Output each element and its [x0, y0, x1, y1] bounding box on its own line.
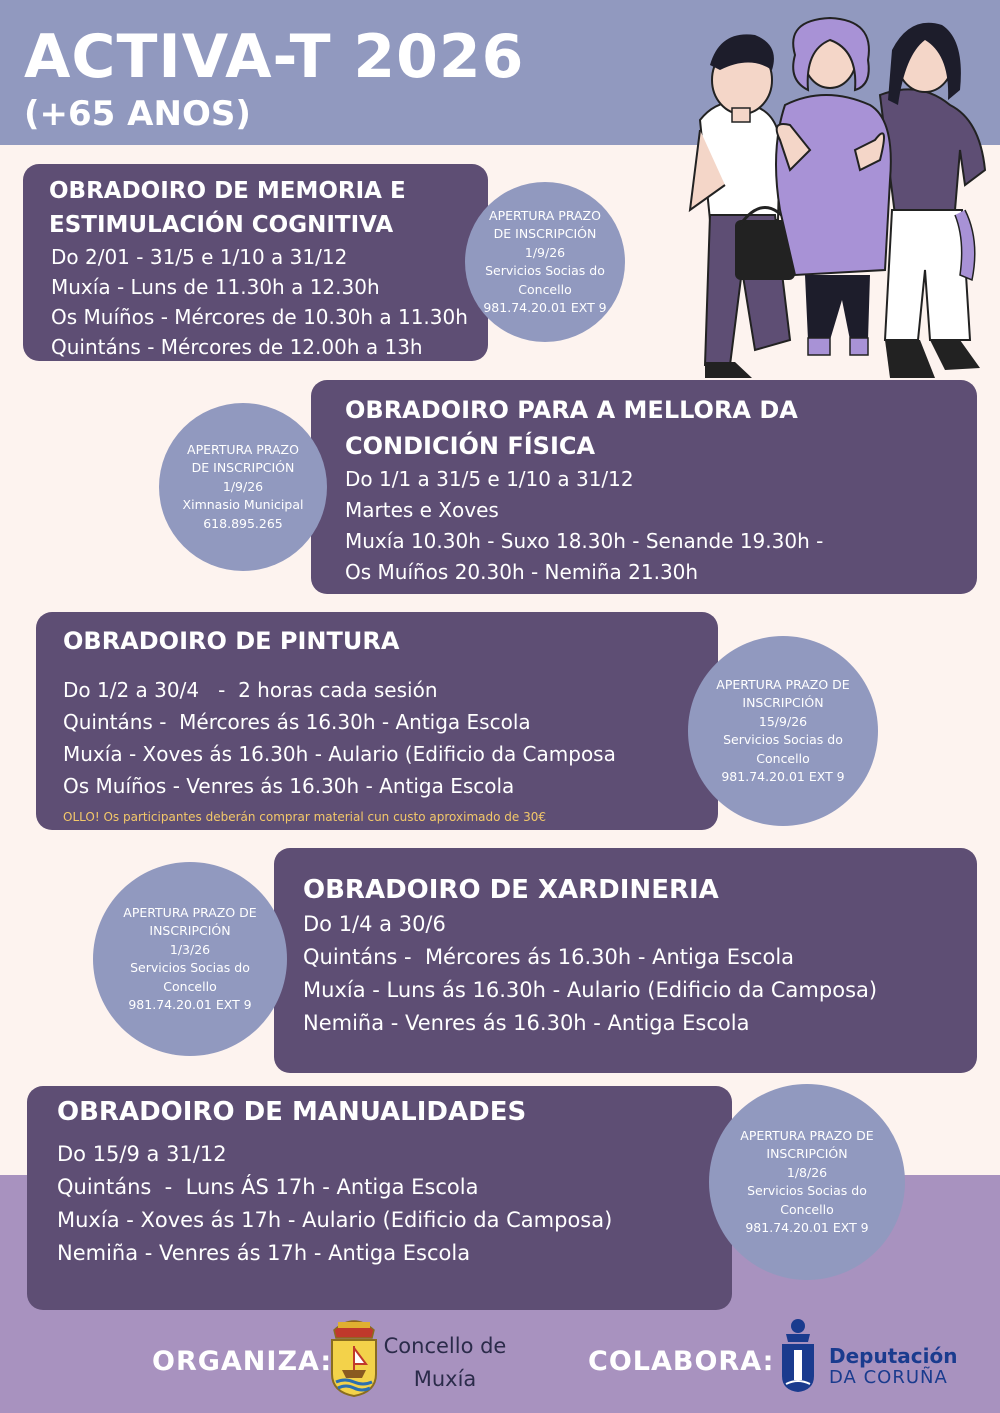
workshop-dates: Do 1/2 a 30/4 - 2 horas cada sesión [63, 678, 438, 702]
registration-circle-pintura: APERTURA PRAZO DE INSCRIPCIÓN 15/9/26 Servicios Socias do Concello 981.74.20.01 EXT 9 [688, 636, 878, 826]
registration-circle-xardineria: APERTURA PRAZO DE INSCRIPCIÓN 1/3/26 Servicios Socias do Concello 981.74.20.01 EXT 9 [93, 862, 287, 1056]
workshop-title: OBRADOIRO DE PINTURA [63, 627, 400, 655]
workshop-schedule-line: Quintáns - Mércores ás 16.30h - Antiga Escola [303, 945, 795, 969]
muxia-coat-of-arms [328, 1316, 380, 1398]
deputacion-lighthouse-logo [774, 1318, 822, 1394]
organiza-label: ORGANIZA: [152, 1346, 333, 1377]
workshop-schedule-line: Nemiña - Venres ás 17h - Antiga Escola [57, 1241, 471, 1265]
workshop-memoria-card [23, 164, 488, 361]
workshop-schedule-line: Os Muíños - Venres ás 16.30h - Antiga Escola [63, 774, 515, 798]
workshop-schedule-line: Quintáns - Mércores de 12.00h a 13h [51, 335, 423, 359]
organizer-name: Concello de Muxía [383, 1334, 507, 1391]
page-title: ACTIVA-T 2026 [24, 22, 525, 92]
workshop-pintura-card [36, 612, 718, 830]
workshop-schedule-line: Os Muíños - Mércores de 10.30h a 11.30h [51, 305, 468, 329]
workshop-title: OBRADOIRO PARA A MELLORA DA CONDICIÓN FÍSICA [345, 396, 798, 460]
workshop-schedule-line: Muxía - Luns ás 16.30h - Aulario (Edificio da Camposa) [303, 978, 878, 1002]
registration-circle-condicion-fisica: APERTURA PRAZO DE INSCRIPCIÓN 1/9/26 Ximnasio Municipal 618.895.265 [159, 403, 327, 571]
materials-note: OLLO! Os participantes deberán comprar material cun custo aproximado de 30€ [63, 810, 546, 824]
workshop-dates: Do 1/1 a 31/5 e 1/10 a 31/12 [345, 467, 634, 491]
workshop-dates: Do 1/4 a 30/6 [303, 912, 446, 936]
colabora-label: COLABORA: [588, 1346, 775, 1377]
workshop-schedule-line: Muxía - Xoves ás 16.30h - Aulario (Edificio da Camposa [63, 742, 616, 766]
collaborator-subname: DA CORUÑA [829, 1367, 948, 1388]
page-subtitle: (+65 ANOS) [24, 94, 251, 134]
workshop-schedule-line: Muxía - Xoves ás 17h - Aulario (Edificio da Camposa) [57, 1208, 613, 1232]
workshop-title: OBRADOIRO DE MANUALIDADES [57, 1097, 527, 1127]
workshop-schedule-line: Quintáns - Luns ÁS 17h - Antiga Escola [57, 1175, 479, 1199]
registration-circle-memoria: APERTURA PRAZO DE INSCRIPCIÓN 1/9/26 Servicios Socias do Concello 981.74.20.01 EXT 9 [465, 182, 625, 342]
workshop-schedule-line: Muxía 10.30h - Suxo 18.30h - Senande 19.30h - [345, 529, 824, 553]
workshop-schedule-line: Quintáns - Mércores ás 16.30h - Antiga Escola [63, 710, 531, 734]
workshop-condicion-fisica-card [311, 380, 977, 594]
workshop-dates: Do 15/9 a 31/12 [57, 1142, 227, 1166]
workshop-schedule-line: Nemiña - Venres ás 16.30h - Antiga Escola [303, 1011, 750, 1035]
workshop-title: OBRADOIRO DE XARDINERIA [303, 875, 719, 905]
registration-circle-manualidades: APERTURA PRAZO DE INSCRIPCIÓN 1/8/26 Servicios Socias do Concello 981.74.20.01 EXT 9 [709, 1084, 905, 1280]
workshop-schedule-line: Muxía - Luns de 11.30h a 12.30h [51, 275, 380, 299]
workshop-xardineria-card [274, 848, 977, 1073]
workshop-manualidades-card [27, 1086, 732, 1310]
workshop-schedule-line: Os Muíños 20.30h - Nemiña 21.30h [345, 560, 699, 584]
collaborator-name: Deputación [829, 1344, 958, 1368]
workshop-dates: Do 2/01 - 31/5 e 1/10 a 31/12 [51, 245, 348, 269]
workshop-schedule-line: Martes e Xoves [345, 498, 499, 522]
workshop-title: OBRADOIRO DE MEMORIA E ESTIMULACIÓN COGNITIVA [49, 178, 406, 238]
three-seniors-illustration [680, 10, 1000, 385]
